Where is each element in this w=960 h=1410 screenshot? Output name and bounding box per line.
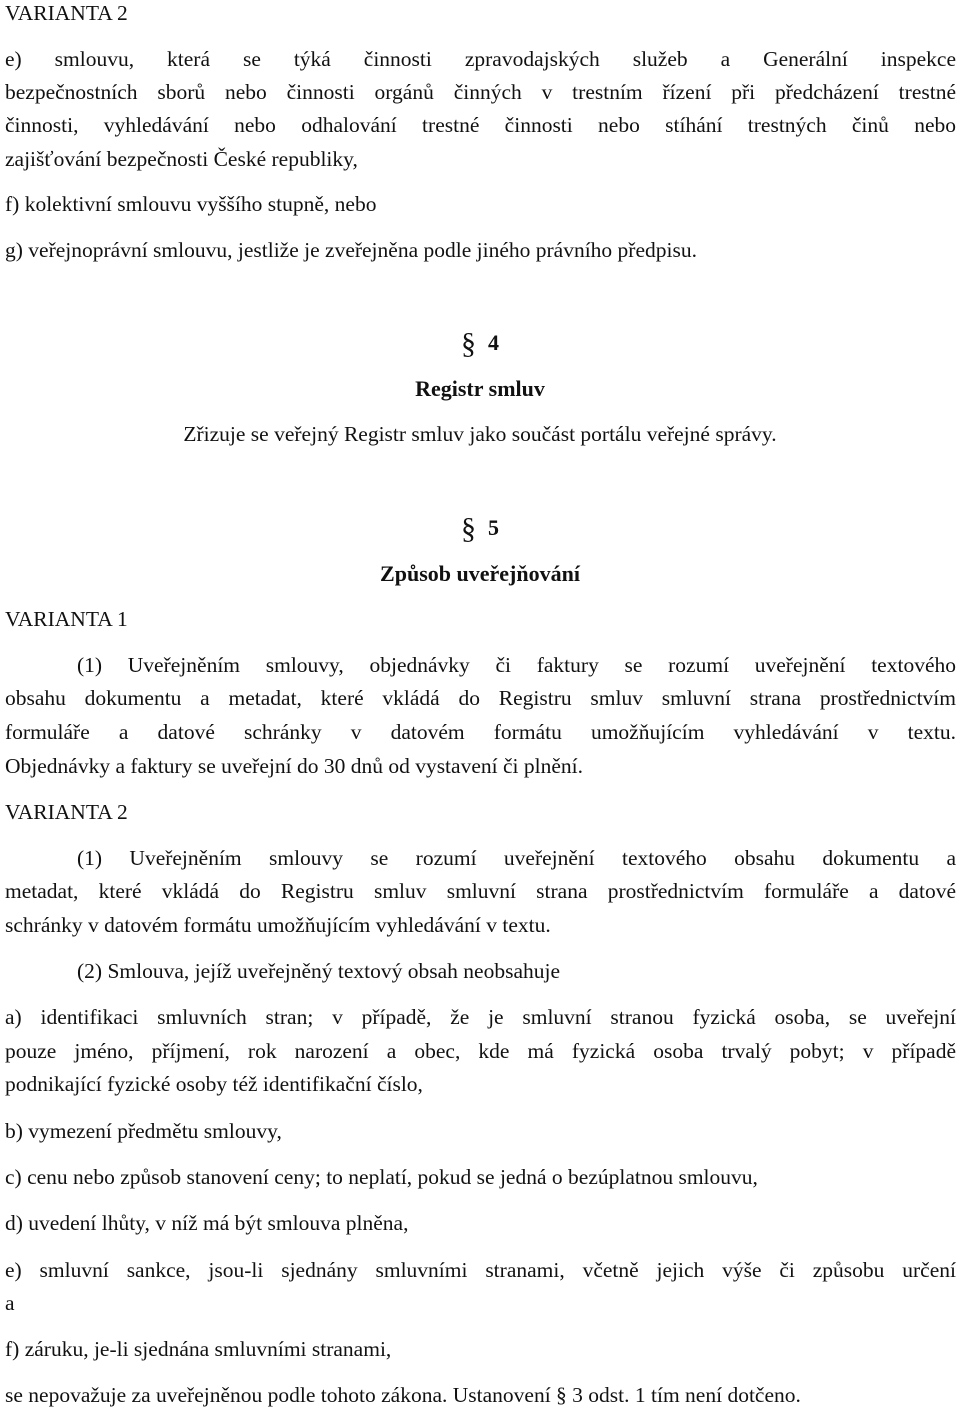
text-line: zajišťování bezpečnosti České republiky, bbox=[5, 147, 358, 171]
section-number: 5 bbox=[488, 515, 499, 540]
variant-2-label: VARIANTA 2 bbox=[5, 800, 128, 824]
variant-label: VARIANTA 2 bbox=[5, 1, 128, 25]
variant-2-closing: se nepovažuje za uveřejněnou podle tohoto zákona. Ustanovení § 3 odst. 1 tím není dotčeno. bbox=[5, 1383, 801, 1407]
variant-2-item-c: c) cenu nebo způsob stanovení ceny; to neplatí, pokud se jedná o bezúplatnou smlouvu, bbox=[5, 1165, 758, 1189]
variant-1-label: VARIANTA 1 bbox=[5, 607, 128, 631]
text-line: schránky v datovém formátu umožňujícím vyhledávání v textu. bbox=[5, 913, 551, 937]
section-5-title: Způsob uveřejňování bbox=[380, 561, 580, 586]
section-number: 4 bbox=[488, 330, 499, 355]
text-line: (1) Uveřejněním smlouvy se rozumí uveřejnění textového obsahu dokumentu a bbox=[77, 846, 956, 870]
text-line: a) identifikaci smluvních stran; v případě, že je smluvní stranou fyzická osoba, se uveřejní bbox=[5, 1005, 956, 1029]
section-4-title: Registr smluv bbox=[415, 376, 545, 401]
text-line: e) smlouvu, která se týká činnosti zpravodajských služeb a Generální inspekce bbox=[5, 47, 956, 71]
text-line: podnikající fyzické osoby též identifikační číslo, bbox=[5, 1072, 423, 1096]
variant-2-item-d: d) uvedení lhůty, v níž má být smlouva plněna, bbox=[5, 1211, 409, 1235]
text-line: e) smluvní sankce, jsou-li sjednány smluvními stranami, včetně jejich výše či způsobu určení bbox=[5, 1258, 956, 1282]
variant-2-item-f: f) záruku, je-li sjednána smluvními stranami, bbox=[5, 1337, 392, 1361]
section-3-item-g: g) veřejnoprávní smlouvu, jestliže je zveřejněna podle jiného právního předpisu. bbox=[5, 238, 697, 262]
text-line: činnosti, vyhledávání nebo odhalování trestné činnosti nebo stíhání trestných činů nebo bbox=[5, 113, 956, 137]
text-line: (1) Uveřejněním smlouvy, objednávky či faktury se rozumí uveřejnění textového bbox=[77, 653, 956, 677]
section-5-heading bbox=[0, 512, 960, 545]
section-4-text: Zřizuje se veřejný Registr smluv jako součást portálu veřejné správy. bbox=[183, 422, 777, 446]
section-4-heading bbox=[0, 327, 960, 360]
text-line: formuláře a datové schránky v datovém formátu umožňujícím vyhledávání v textu. bbox=[5, 720, 956, 744]
section-symbol: § bbox=[461, 327, 476, 360]
text-line: obsahu dokumentu a metadat, které vkládá do Registru smluv smluvní strana prostřednictvím bbox=[5, 686, 956, 710]
text-line: bezpečnostních sborů nebo činnosti orgánů činných v trestním řízení při předcházení trestné bbox=[5, 80, 956, 104]
variant-2-paragraph-2-intro: (2) Smlouva, jejíž uveřejněný textový obsah neobsahuje bbox=[77, 959, 561, 983]
section-3-item-f: f) kolektivní smlouvu vyššího stupně, nebo bbox=[5, 192, 377, 216]
text-line: pouze jméno, příjmení, rok narození a obec, kde má fyzická osoba trvalý pobyt; v případě bbox=[5, 1039, 956, 1063]
section-symbol: § bbox=[461, 512, 476, 545]
variant-2-item-b: b) vymezení předmětu smlouvy, bbox=[5, 1119, 282, 1143]
text-line: Objednávky a faktury se uveřejní do 30 dnů od vystavení či plnění. bbox=[5, 754, 583, 778]
text-line: a bbox=[5, 1291, 15, 1315]
text-line: metadat, které vkládá do Registru smluv smluvní strana prostřednictvím formuláře a datové bbox=[5, 879, 956, 903]
